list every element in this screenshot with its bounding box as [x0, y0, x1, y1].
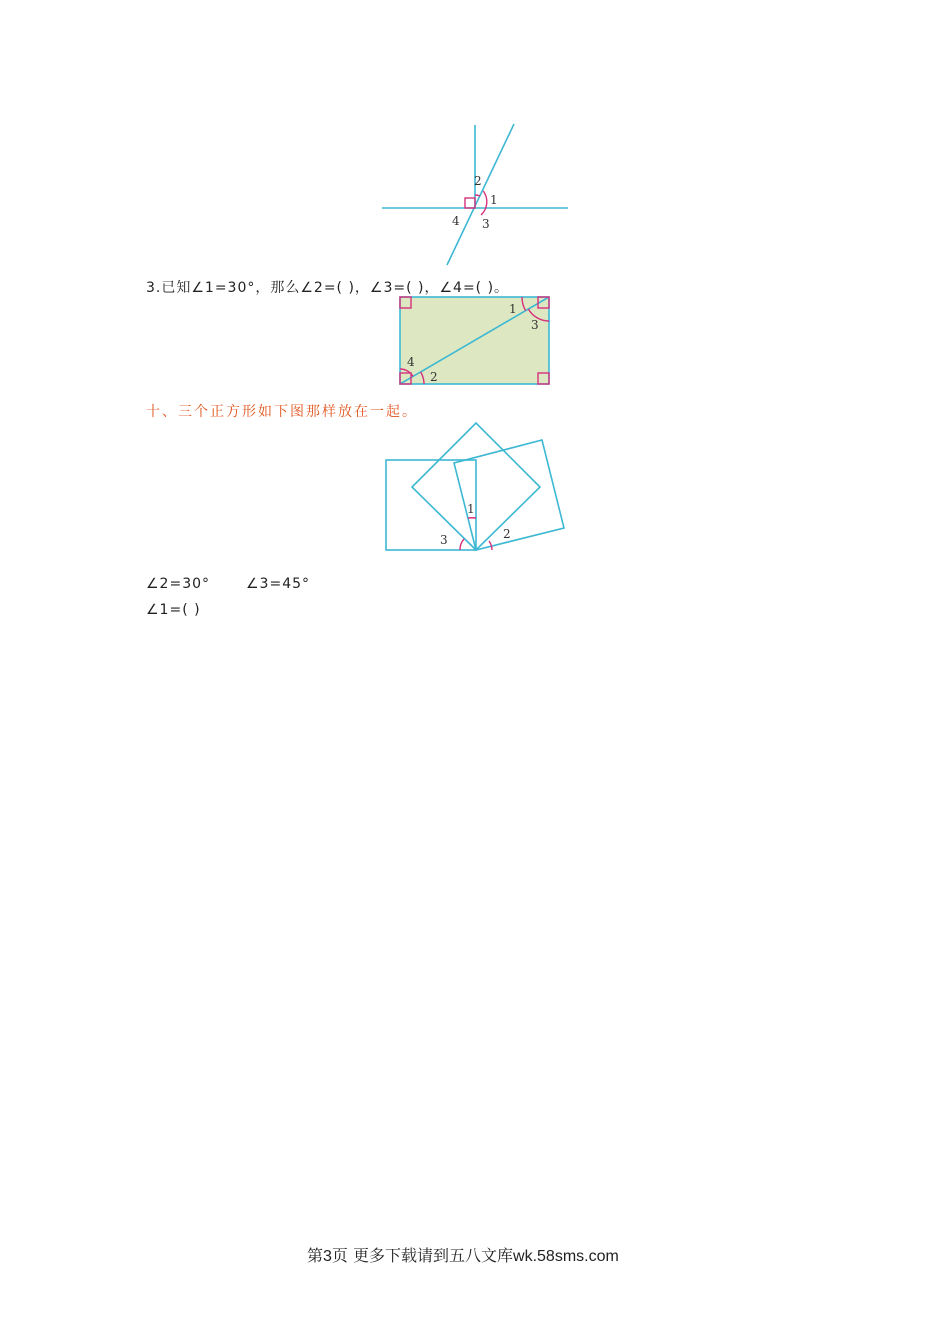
- rectangle-figure: [395, 292, 557, 390]
- footer-suffix: 页 更多下载请到五八文库: [331, 1246, 514, 1265]
- footer-prefix: 第: [307, 1246, 324, 1265]
- angle-label-2: 2: [430, 370, 438, 384]
- section-10-heading: 十、三个正方形如下图那样放在一起。: [146, 404, 418, 420]
- angle-label-3: 3: [531, 318, 539, 332]
- angle-label-4: 4: [452, 214, 460, 228]
- angle-label-3: 3: [440, 533, 448, 547]
- angle-label-2: 2: [503, 527, 511, 541]
- angle-1-answer-blank: ∠1=( ): [146, 602, 201, 618]
- three-squares-figure: [380, 415, 570, 560]
- footer-page-number: 3: [323, 1248, 332, 1265]
- angle-label-1: 1: [467, 502, 475, 516]
- angle-3-arc: [460, 539, 464, 550]
- angle-3-arc: [481, 191, 487, 215]
- angle-label-2: 2: [474, 174, 482, 188]
- question-3-text: 3.已知∠1=30°，那么∠2=( )，∠3=( )，∠4=( )。: [146, 280, 510, 296]
- intersecting-lines-figure: [370, 115, 580, 275]
- given-angle-2: ∠2=30°: [146, 576, 211, 592]
- angle-label-1: 1: [509, 302, 517, 316]
- footer-site-link[interactable]: wk.58sms.com: [513, 1248, 619, 1265]
- right-angle-mark: [465, 198, 475, 208]
- oblique-line: [447, 124, 514, 265]
- angle-label-4: 4: [407, 355, 415, 369]
- given-angle-3: ∠3=45°: [246, 576, 311, 592]
- angle-label-1: 1: [490, 193, 498, 207]
- angle-2-arc: [489, 541, 492, 550]
- angle-label-3: 3: [482, 217, 490, 231]
- page-footer: [307, 1243, 619, 1266]
